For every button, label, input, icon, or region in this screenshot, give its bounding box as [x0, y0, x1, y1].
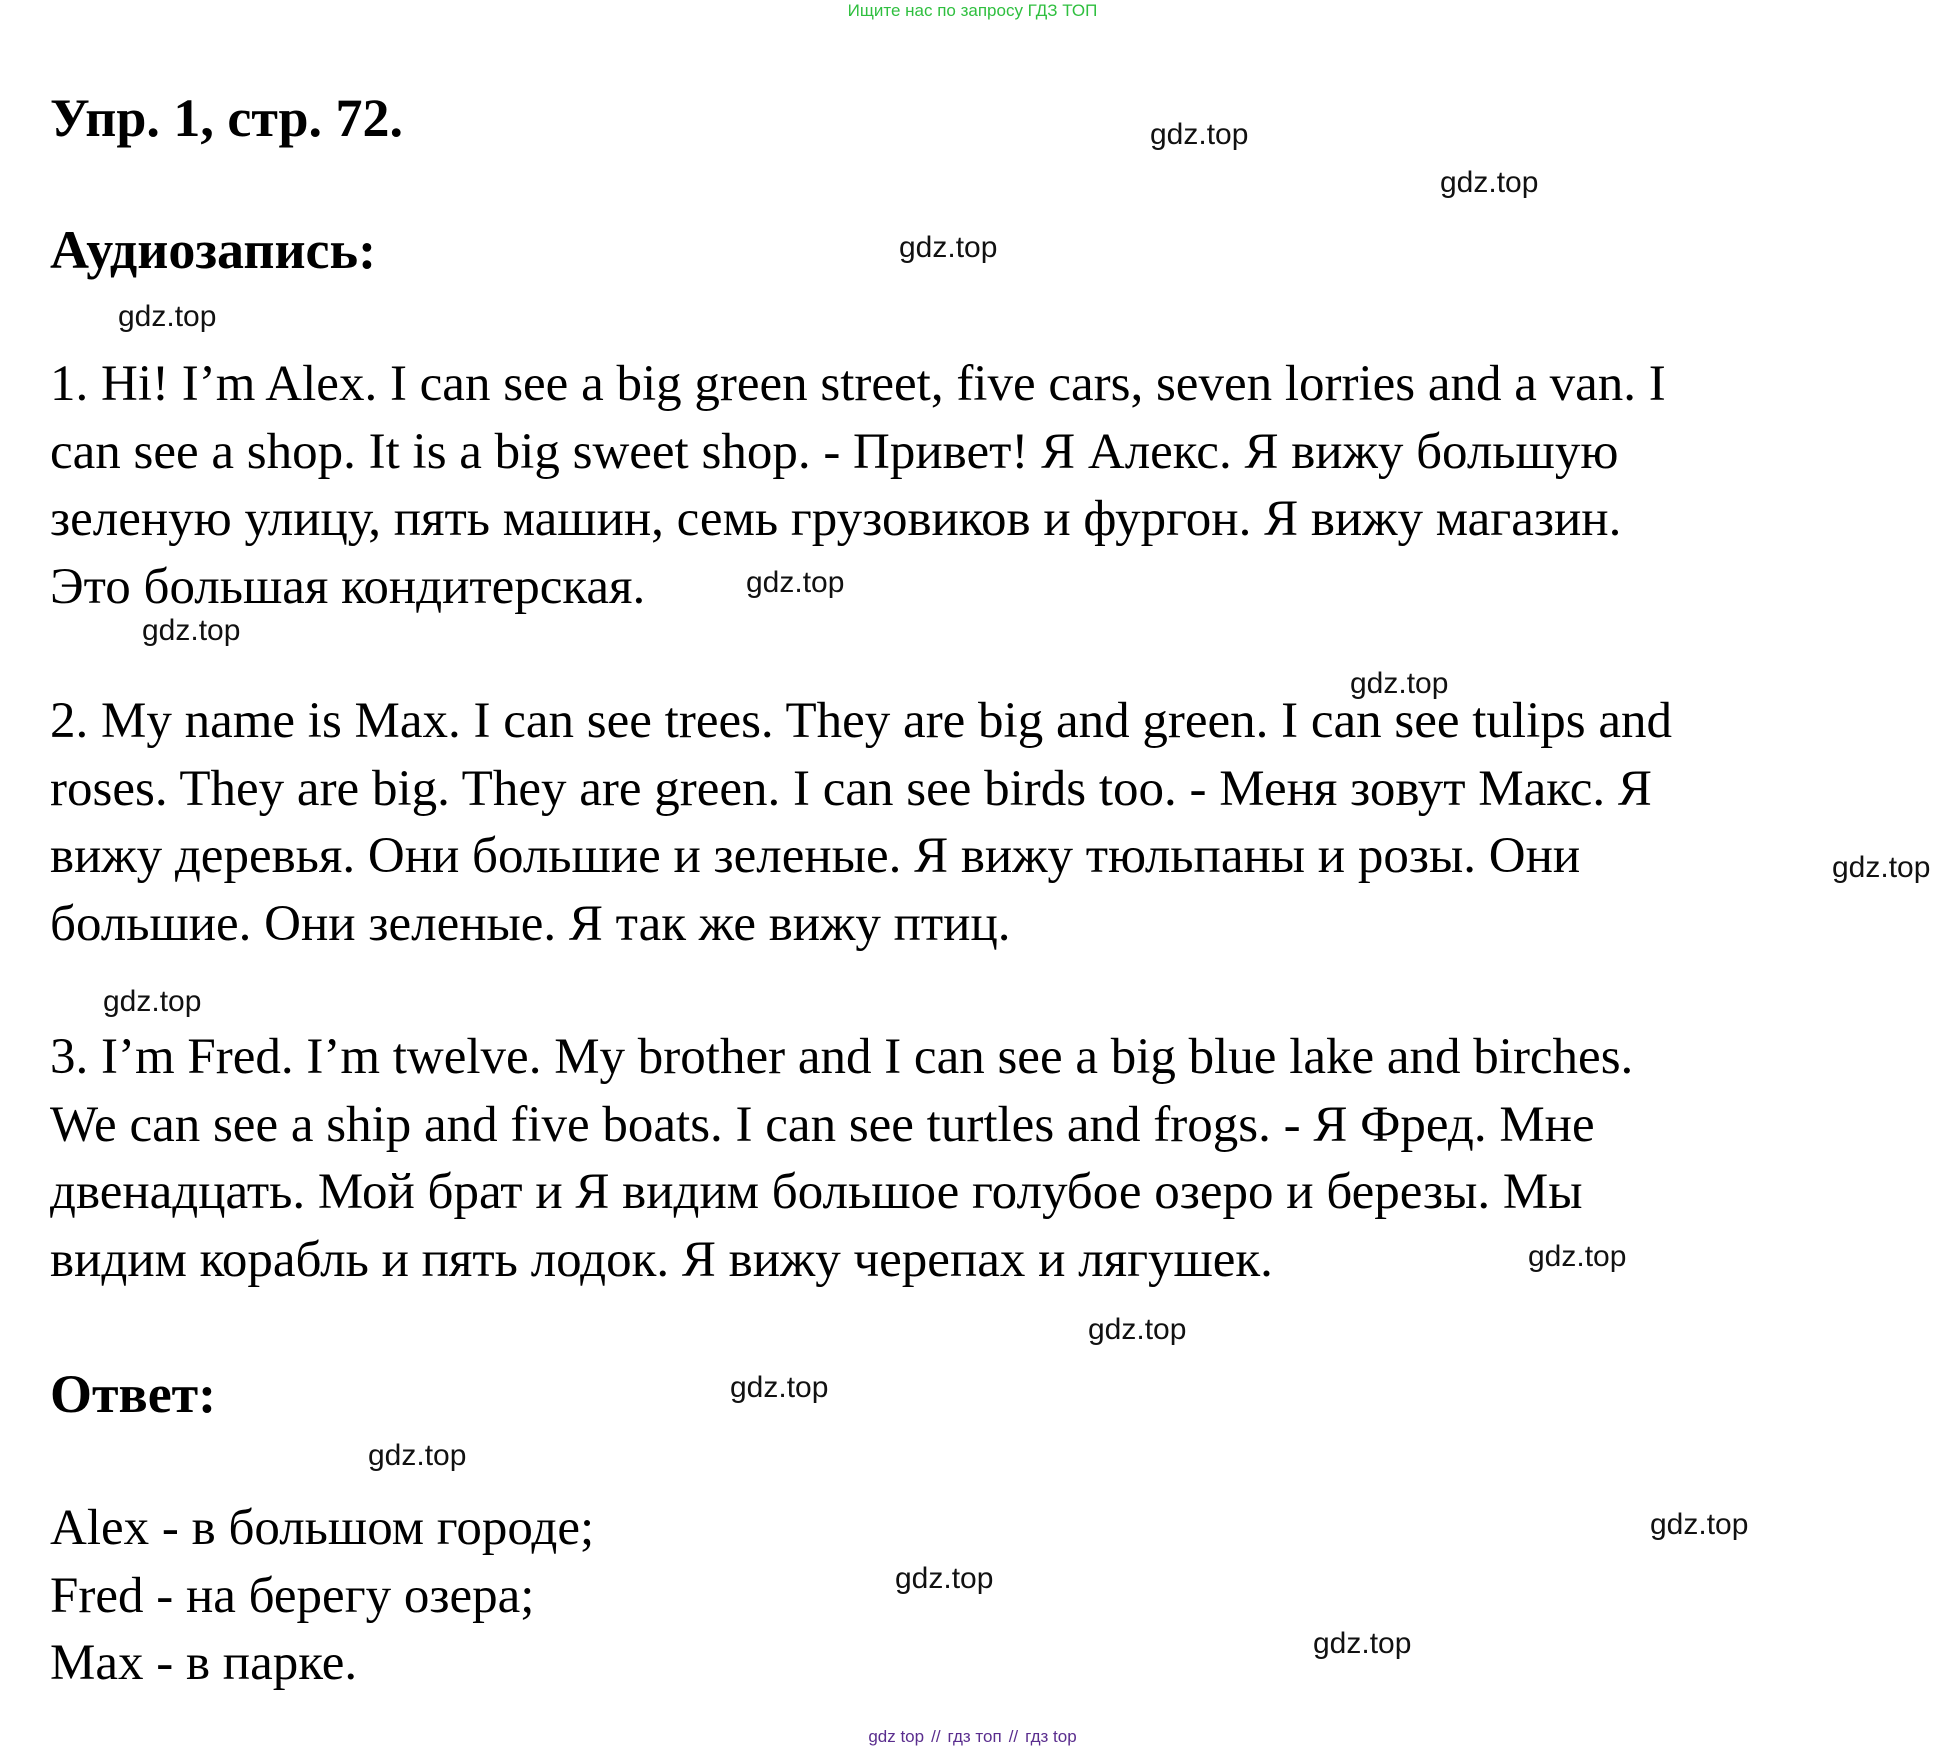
paragraph-line: видим корабль и пять лодок. Я вижу черепах и лягушек.: [50, 1231, 1273, 1288]
paragraph-line: вижу деревья. Они большие и зеленые. Я вижу тюльпаны и розы. Они: [50, 828, 1581, 884]
paragraph-3: [50, 1024, 1930, 1294]
watermark: gdz.top: [1150, 118, 1249, 151]
watermark: gdz.top: [1088, 1313, 1187, 1346]
answer-heading: Ответ:: [50, 1364, 217, 1424]
watermark: gdz.top: [899, 231, 998, 264]
page-title: Упр. 1, стр. 72.: [50, 88, 404, 148]
watermark: gdz.top: [118, 300, 217, 333]
paragraph-line: 1. Hi! I’m Alex. I can see a big green street, five cars, seven lorries and a van. I: [50, 356, 1666, 412]
bottom-separator: //: [931, 1727, 941, 1746]
answer-item: Max - в парке.: [50, 1635, 358, 1691]
answer-item: Alex - в большом городе;: [50, 1500, 595, 1556]
bottom-link[interactable]: гдз top: [1025, 1727, 1077, 1746]
paragraph-line: can see a shop. It is a big sweet shop. - Привет! Я Алекс. Я вижу большую: [50, 423, 1619, 480]
watermark: gdz.top: [1650, 1508, 1749, 1541]
watermark: gdz.top: [730, 1371, 829, 1404]
watermark: gdz.top: [746, 566, 845, 599]
paragraph-line: 2. My name is Max. I can see trees. They are big and green. I can see tulips and: [50, 693, 1672, 749]
watermark: gdz.top: [1528, 1240, 1627, 1273]
bottom-link[interactable]: гдз топ: [947, 1727, 1002, 1746]
watermark: gdz.top: [1440, 166, 1539, 199]
answer-list: [50, 1495, 594, 1698]
paragraph-2: [50, 688, 1930, 958]
paragraph-line: roses. They are big. They are green. I can see birds too. - Меня зовут Макс. Я: [50, 760, 1652, 817]
paragraph-line: 3. I’m Fred. I’m twelve. My brother and I can see a big blue lake and birches.: [50, 1029, 1634, 1085]
top-banner: Ищите нас по запросу ГДЗ ТОП: [847, 1, 1098, 20]
paragraph-line: Это большая кондитерская.: [50, 558, 646, 615]
watermark: gdz.top: [103, 985, 202, 1018]
bottom-separator: //: [1008, 1727, 1019, 1746]
watermark: gdz.top: [1350, 667, 1449, 700]
bottom-links: [0, 1727, 1945, 1747]
watermark: gdz.top: [1313, 1627, 1412, 1660]
paragraph-line: зеленую улицу, пять машин, семь грузовиков и фургон. Я вижу магазин.: [50, 491, 1622, 547]
watermark: gdz.top: [895, 1562, 994, 1595]
bottom-link[interactable]: gdz top: [868, 1727, 925, 1746]
audio-heading: Аудиозапись:: [50, 220, 377, 280]
watermark: gdz.top: [368, 1439, 467, 1472]
paragraph-line: We can see a ship and five boats. I can see turtles and frogs. - Я Фред. Мне: [50, 1096, 1595, 1153]
paragraph-line: большие. Они зеленые. Я так же вижу птиц.: [50, 895, 1011, 952]
watermark: gdz.top: [142, 614, 241, 647]
paragraph-1: [50, 351, 1930, 621]
paragraph-line: двенадцать. Мой брат и Я видим большое голубое озеро и березы. Мы: [50, 1164, 1583, 1220]
answer-item: Fred - на берегу озера;: [50, 1567, 535, 1624]
watermark: gdz.top: [1832, 851, 1931, 884]
